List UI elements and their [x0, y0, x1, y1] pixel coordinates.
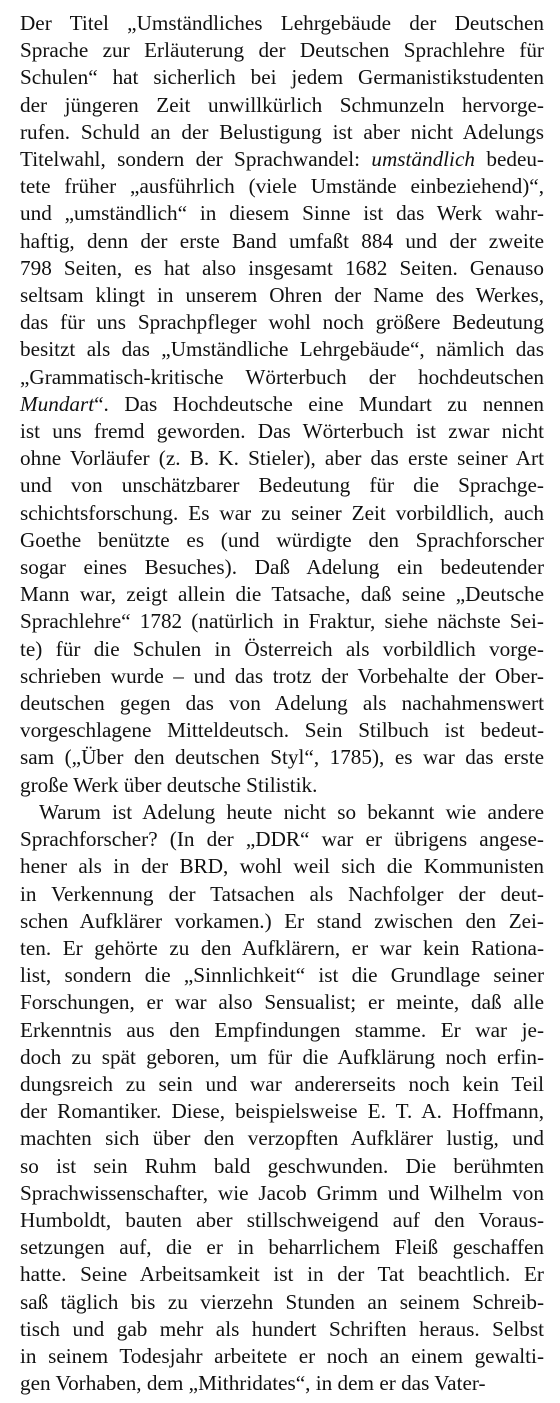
- text-line: Goethe benützte es (und würdigte den Sprachforscher: [20, 527, 544, 552]
- text-line: seltsam klingt in unserem Ohren der Name des Werkes,: [20, 283, 544, 308]
- text-line: der Romantiker. Diese, beispielsweise E. T. A. Hoffmann,: [20, 1099, 544, 1124]
- text-line: sogar eines Besuches). Daß Adelung ein bedeutender: [20, 555, 544, 580]
- text-line: sam („Über den deutschen Styl“, 1785), es war das erste: [20, 745, 544, 770]
- text-line: deutschen gegen das von Adelung als nachahmenswert: [20, 691, 544, 716]
- text-line: Mundart“. Das Hochdeutsche eine Mundart zu nennen: [20, 391, 544, 416]
- text-line: setzungen auf, die er in beharrlichem Fleiß geschaffen: [20, 1235, 544, 1260]
- text-line: das für uns Sprachpfleger wohl noch größere Bedeutung: [20, 310, 544, 335]
- text-line: te) für die Schulen in Österreich als vorbildlich vorge-: [20, 636, 544, 661]
- text-line: „Grammatisch-kritische Wörterbuch der hochdeutschen: [20, 364, 544, 389]
- text-line: ten. Er gehörte zu den Aufklärern, er war kein Rationa-: [20, 935, 544, 960]
- text-line: Mann war, zeigt allein die Tatsache, daß seine „Deutsche: [20, 582, 544, 607]
- text-line: Sprachforscher? (In der „DDR“ war er übrigens angese-: [20, 827, 544, 852]
- text-line: besitzt als das „Umständliche Lehrgebäude“, nämlich das: [20, 337, 544, 362]
- text-line: Warum ist Adelung heute nicht so bekannt wie andere: [39, 799, 544, 824]
- text-line: Sprachlehre“ 1782 (natürlich in Fraktur, siehe nächste Sei-: [20, 609, 544, 634]
- document-page: [20, 10, 544, 1397]
- body-text: [20, 10, 544, 1397]
- text-line: Humboldt, bauten aber stillschweigend auf den Voraus-: [20, 1207, 544, 1232]
- paragraph: [20, 799, 544, 1397]
- text-line: Sprachwissenschafter, wie Jacob Grimm und Wilhelm von: [20, 1180, 544, 1205]
- emphasis: Mundart: [20, 391, 95, 416]
- text-line: vorgeschlagene Mitteldeutsch. Sein Stilbuch ist bedeut-: [20, 718, 544, 743]
- text-line: Titelwahl, sondern der Sprachwandel: umständlich bedeu-: [20, 147, 544, 172]
- text-line: und „umständlich“ in diesem Sinne ist das Werk wahr-: [20, 201, 544, 226]
- text-line: schrieben wurde – und das trotz der Vorbehalte der Ober-: [20, 663, 544, 688]
- text-line: gen Vorhaben, dem „Mithridates“, in dem er das Vater-: [20, 1371, 486, 1396]
- paragraph: [20, 10, 544, 799]
- text-line: der jüngeren Zeit unwillkürlich Schmunzeln hervorge-: [20, 92, 544, 117]
- text-line: Sprache zur Erläuterung der Deutschen Sprachlehre für: [20, 38, 544, 63]
- text-line: Erkenntnis aus den Empfindungen stamme. Er war je-: [20, 1017, 544, 1042]
- text-line: ohne Vorläufer (z. B. K. Stieler), aber das erste seiner Art: [20, 446, 544, 471]
- text-line: saß täglich bis zu vierzehn Stunden an seinem Schreib-: [20, 1289, 544, 1314]
- text-line: haftig, denn der erste Band umfaßt 884 und der zweite: [20, 228, 544, 253]
- text-line: Der Titel „Umständliches Lehrgebäude der Deutschen: [20, 11, 544, 35]
- text-line: doch zu spät geboren, um für die Aufklärung noch erfin-: [20, 1044, 544, 1069]
- text-line: hener als in der BRD, wohl weil sich die Kommunisten: [20, 854, 544, 879]
- text-line: große Werk über deutsche Stilistik.: [20, 772, 318, 797]
- text-line: und von unschätzbarer Bedeutung für die Sprachge-: [20, 473, 544, 498]
- text-line: tisch und gab mehr als hundert Schriften heraus. Selbst: [20, 1316, 544, 1341]
- text-line: dungsreich zu sein und war andererseits noch kein Teil: [20, 1071, 544, 1096]
- text-line: machten sich über den verzopften Aufklärer lustig, und: [20, 1126, 544, 1151]
- text-line: ist uns fremd geworden. Das Wörterbuch ist zwar nicht: [20, 419, 544, 444]
- text-line: in seinem Todesjahr arbeitete er noch an einem gewalti-: [20, 1343, 544, 1368]
- text-line: schen Aufklärer vorkamen.) Er stand zwischen den Zei-: [20, 908, 544, 933]
- text-line: Forschungen, er war also Sensualist; er meinte, daß alle: [20, 990, 544, 1015]
- text-line: so ist sein Ruhm bald geschwunden. Die berühmten: [20, 1153, 544, 1178]
- text-line: list, sondern die „Sinnlichkeit“ ist die Grundlage seiner: [20, 963, 544, 988]
- text-line: hatte. Seine Arbeitsamkeit ist in der Tat beachtlich. Er: [20, 1262, 544, 1287]
- text-line: in Verkennung der Tatsachen als Nachfolger der deut-: [20, 881, 544, 906]
- text-line: Schulen“ hat sicherlich bei jedem Germanistikstudenten: [20, 65, 544, 90]
- emphasis: umständlich: [371, 147, 475, 172]
- text-line: 798 Seiten, es hat also insgesamt 1682 Seiten. Genauso: [20, 255, 544, 280]
- text-line: tete früher „ausführlich (viele Umstände einbeziehend)“,: [20, 174, 544, 199]
- text-line: schichtsforschung. Es war zu seiner Zeit vorbildlich, auch: [20, 500, 544, 525]
- text-line: rufen. Schuld an der Belustigung ist aber nicht Adelungs: [20, 119, 544, 144]
